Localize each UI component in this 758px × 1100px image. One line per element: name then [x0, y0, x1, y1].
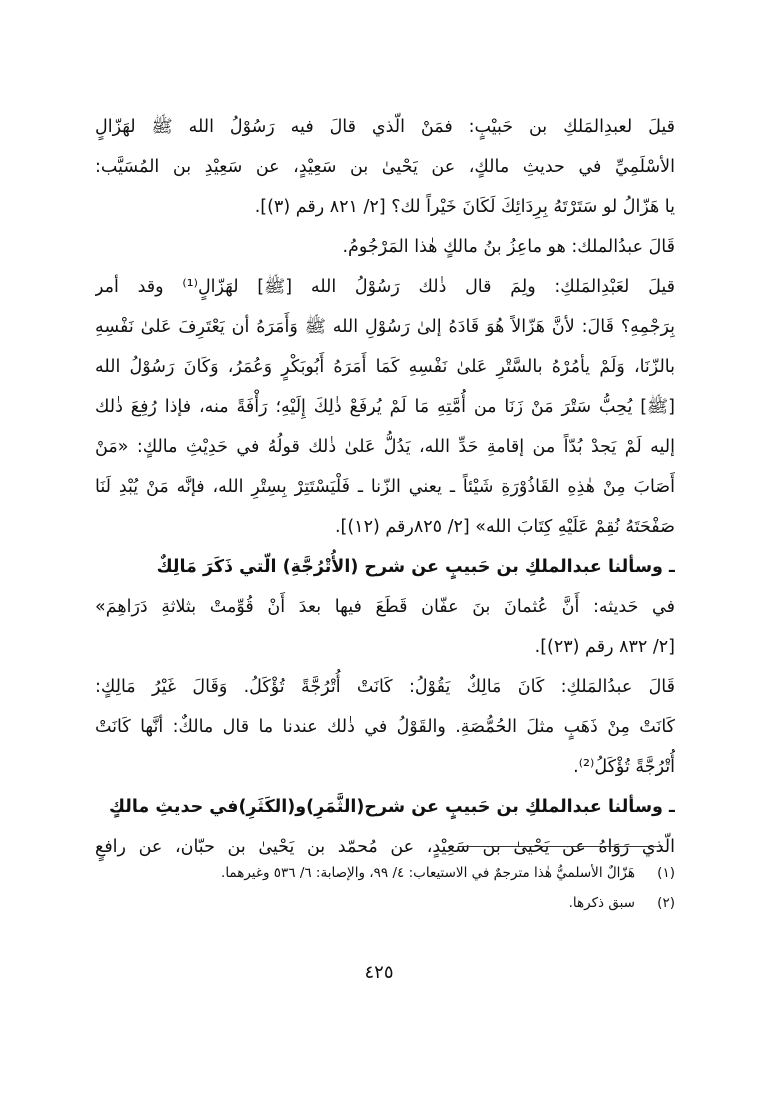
footnote-text: هَزّالٌ الأسلميُّ هٰذا مترجمٌ في الاستيعاب: ٤/ ٩٩، والإصابة: ٦/ ٥٣٦ وغيرهما. — [221, 865, 635, 881]
text-line: قيلَ لعبدِالمَلكِ بن حَبيْبٍ: فمَنْ الّذي قالَ فيه رَسُوْلُ الله ﷺ لهَزّالٍ — [95, 117, 675, 137]
text-line: [٢/ ٨٣٢ رقم (٢٣)]. — [534, 637, 675, 657]
footnote-1 — [95, 858, 675, 888]
text-line: أَصَابَ مِنْ هٰذِهِ القَاذُوْرَةِ شَيْئاً ـ يعني الزّنا ـ فَلْيَسْتَتِرْ بِسِتْرِ الله، فإنَّه مَنْ يُبْدِ لَنَا — [95, 477, 675, 497]
text-line: بالزّنَا، وَلَمْ يأمُرْهُ بالسَّتْرِ عَلىٰ نَفْسِهِ كَمَا أَمَرَهُ أَبُوبَكْرٍ وَعُمَرُ، وَكَانَ رَسُوْلُ الله — [95, 357, 675, 377]
text-line: قَالَ عبدُالمَلكِ: كَانَ مَالِكٌ يَقُوْلُ: كَانَتْ أُتْرُجَّةً تُؤْكَلُ. وَقَالَ غَيْرُ مَالِكٍ: — [95, 677, 675, 697]
text-line: في حَديثه: أَنَّ عُثمانَ بنَ عفّان قَطَعَ فيها بعدَ أَنْ قُوِّمتْ بثلاثةِ دَرَاهِمَ» — [95, 597, 675, 617]
footnote-text: سبق ذكرها. — [568, 895, 635, 911]
main-text — [95, 107, 675, 867]
footnote-number: (٢) — [657, 895, 675, 911]
footnote-2 — [95, 888, 675, 918]
text-line: كَانَتْ مِنْ ذَهَبٍ مثلَ الحُمُّصَةِ. والقَوْلُ في ذٰلك عندنا ما قال مالكٌ: أنَّها كَانَتْ — [95, 717, 675, 737]
text-line: بِرَجْمِهِ؟ قَالَ: لأنَّ هَزّالاً هُوَ قَادَهُ إلىٰ رَسُوْلِ الله ﷺ وَأَمَرَهُ أن يَعْتَرِفَ عَلىٰ نَفْسِهِ — [95, 317, 675, 337]
question-heading: ـ وسألنا عبدالملكِ بن حَبيبٍ عن شرح(الثَّمَرِ)و(الكَثَرِ)في حديثِ مالكٍ — [109, 797, 675, 817]
text-line: صَفْحَتَهُ نُقِمْ عَلَيْهِ كِتَابَ الله» [٢/ ٨٢٥رقم (١٢)]. — [334, 517, 675, 537]
text-line: إليه لَمْ يَجدْ بُدّاً من إقامةِ حَدِّ الله، يَدُلُّ عَلىٰ ذٰلك قولُهُ في حَدِيْثِ مالكٍ: «مَنْ — [95, 437, 675, 457]
text-line: الّذي رَوَاهُ عن يَحْيىٰ بن سَعِيْدٍ، عن مُحمّد بن يَحْيىٰ بن حبّان، عن رافعٍ — [95, 837, 675, 857]
text-line: قيلَ لعَبْدِالمَلكِ: ولِمَ قال ذٰلك رَسُوْلُ الله [ﷺ] لهَزّالٍ⁽¹⁾ وقد أمر — [95, 277, 675, 297]
footnote-number: (١) — [657, 865, 675, 881]
text-line: [ﷺ] يُحِبُّ سَتْرَ مَنْ زَنَا من أُمَّتِهِ مَا لَمْ يُرفَعْ ذٰلِكَ إِلَيْهِ؛ رَأْفَةً منه، فإذا رُفِعَ ذٰلك — [95, 397, 675, 417]
text-line: أُتْرُجَّةً تُؤْكَلُ⁽²⁾. — [573, 757, 675, 777]
text-line: قَالَ عبدُالملك: هو ماعِزُ بنُ مالكٍ هٰذا المَرْجُومُ. — [342, 237, 675, 257]
page-number: ٤٢٥ — [364, 962, 394, 983]
text-line: يا هَزّالُ لو سَتَرْتَهُ بِرِدَائِكَ لَكَانَ خَيْراً لك؟ [٢/ ٨٢١ رقم (٣)]. — [254, 197, 675, 217]
footnotes — [95, 858, 675, 918]
footnote-separator — [458, 846, 663, 847]
text-line: الأسْلَمِيِّ في حديثِ مالكٍ، عن يَحْيىٰ بن سَعِيْدٍ، عن سَعِيْدِ بن المُسَيَّب: — [95, 157, 675, 177]
question-heading: ـ وسألنا عبدالملكِ بن حَبيبٍ عن شرح (الأُتْرُجَّةِ) الّتي ذَكَرَ مَالِكٌ — [156, 557, 675, 577]
